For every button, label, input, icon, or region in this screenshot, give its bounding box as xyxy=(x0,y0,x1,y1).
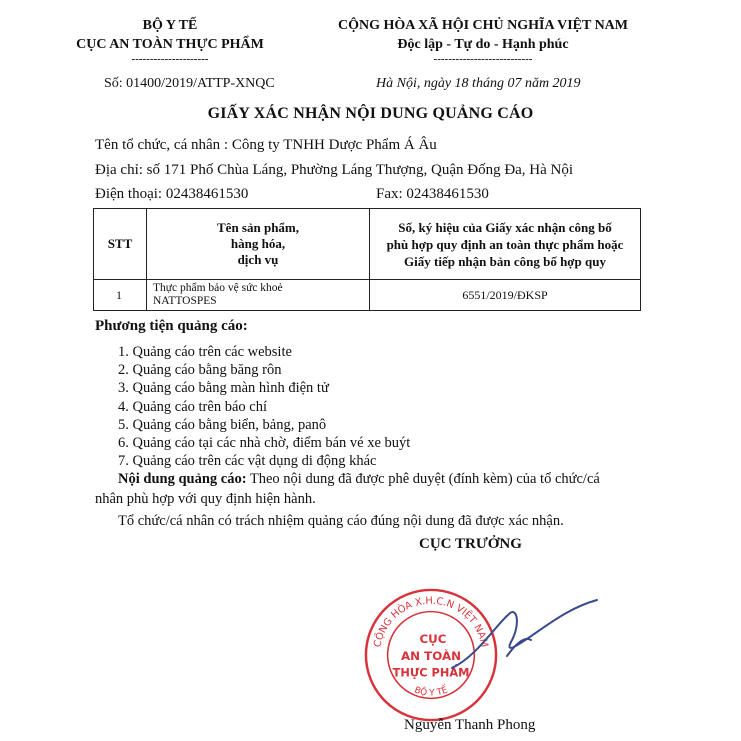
responsibility-statement: Tổ chức/cá nhân có trách nhiệm quảng cáo đúng nội dung đã được xác nhận. xyxy=(118,513,564,529)
signer-name: Nguyễn Thanh Phong xyxy=(404,717,536,733)
cell-product-name-line: Thực phẩm bảo vệ sức khoẻ xyxy=(153,282,283,294)
national-motto-block xyxy=(318,16,648,65)
cell-certificate-number: 6551/2019/ĐKSP xyxy=(370,280,641,311)
list-item: 6. Quảng cáo tại các nhà chờ, điểm bán vé xe buýt xyxy=(118,435,411,452)
header-product-name-line: Tên sản phẩm, xyxy=(217,220,299,235)
list-item: 4. Quảng cáo trên báo chí xyxy=(118,398,267,415)
list-item: 3. Quảng cáo bằng màn hình điện tử xyxy=(118,380,329,397)
header-certificate-line: Giấy tiếp nhận bản công bố hợp quy xyxy=(404,253,606,269)
header-left-rule: --------------------- xyxy=(131,53,209,65)
country-name: CỘNG HÒA XÃ HỘI CHỦ NGHĨA VIỆT NAM xyxy=(337,18,628,33)
signer-title: CỤC TRƯỞNG xyxy=(419,536,522,552)
issuer-block xyxy=(70,16,270,65)
organization-fax: Fax: 02438461530 xyxy=(376,186,489,202)
document-number: Số: 01400/2019/ATTP-XNQC xyxy=(104,76,275,91)
header-certificate-line: Số, ký hiệu của Giấy xác nhận công bố xyxy=(398,219,612,235)
stamp-center-line: THỰC PHẨM xyxy=(392,665,470,680)
header-product-name xyxy=(147,209,370,280)
header-product-name-line: hàng hóa, xyxy=(230,236,286,251)
ministry-name: BỘ Y TẾ xyxy=(142,18,198,33)
stamp-center-line: CỤC xyxy=(419,632,447,647)
motto: Độc lập - Tự do - Hạnh phúc xyxy=(397,37,569,52)
content-label: Nội dung quảng cáo: xyxy=(118,471,247,487)
table-header-row xyxy=(94,209,641,280)
stamp-bottom-text: BỘ Y TẾ xyxy=(412,685,450,699)
stamp-ring-text: CỘNG HÒA X.H.C.N VIỆT NAM xyxy=(372,595,490,649)
document-title: GIẤY XÁC NHẬN NỘI DUNG QUẢNG CÁO xyxy=(207,105,534,122)
list-item: 1. Quảng cáo trên các website xyxy=(118,344,292,360)
agency-name: CỤC AN TOÀN THỰC PHẨM xyxy=(76,37,264,52)
header-stt: STT xyxy=(94,209,147,280)
list-item: 2. Quảng cáo bằng băng rôn xyxy=(118,362,282,379)
content-paragraph-continued: nhân phù hợp với quy định hiện hành. xyxy=(95,491,316,507)
organization-phone: Điện thoại: 02438461530 xyxy=(95,186,249,202)
stamp-center-line: AN TOÀN xyxy=(401,648,461,663)
issue-date: Hà Nội, ngày 18 tháng 07 năm 2019 xyxy=(376,76,581,91)
header-product-name-line: dịch vụ xyxy=(237,252,279,267)
list-item: 7. Quảng cáo trên các vật dụng di động khác xyxy=(118,453,377,470)
organization-name: Tên tổ chức, cá nhân : Công ty TNHH Dược Phẩm Á Âu xyxy=(95,137,437,153)
content-text: Theo nội dung đã được phê duyệt (đính kèm) của tổ chức/cá xyxy=(246,471,600,487)
product-table xyxy=(93,208,641,311)
content-paragraph xyxy=(118,471,600,488)
organization-address: Địa chỉ: số 171 Phố Chùa Láng, Phường Láng Thượng, Quận Đống Đa, Hà Nội xyxy=(95,162,574,178)
list-item: 5. Quảng cáo bằng biển, bảng, panô xyxy=(118,416,327,433)
media-list xyxy=(95,343,410,470)
cell-stt: 1 xyxy=(94,280,147,311)
media-heading: Phương tiện quảng cáo: xyxy=(95,318,248,334)
header-certificate-number xyxy=(370,209,641,280)
header-certificate-line: phù hợp quy định an toàn thực phẩm hoặc xyxy=(386,236,624,252)
cell-product-name xyxy=(147,280,370,311)
table-row xyxy=(94,280,641,311)
cell-product-name-line: NATTOSPES xyxy=(153,295,217,307)
header-right-rule: --------------------------- xyxy=(433,53,533,65)
handwritten-signature xyxy=(447,596,617,686)
signature-stroke xyxy=(452,600,597,668)
